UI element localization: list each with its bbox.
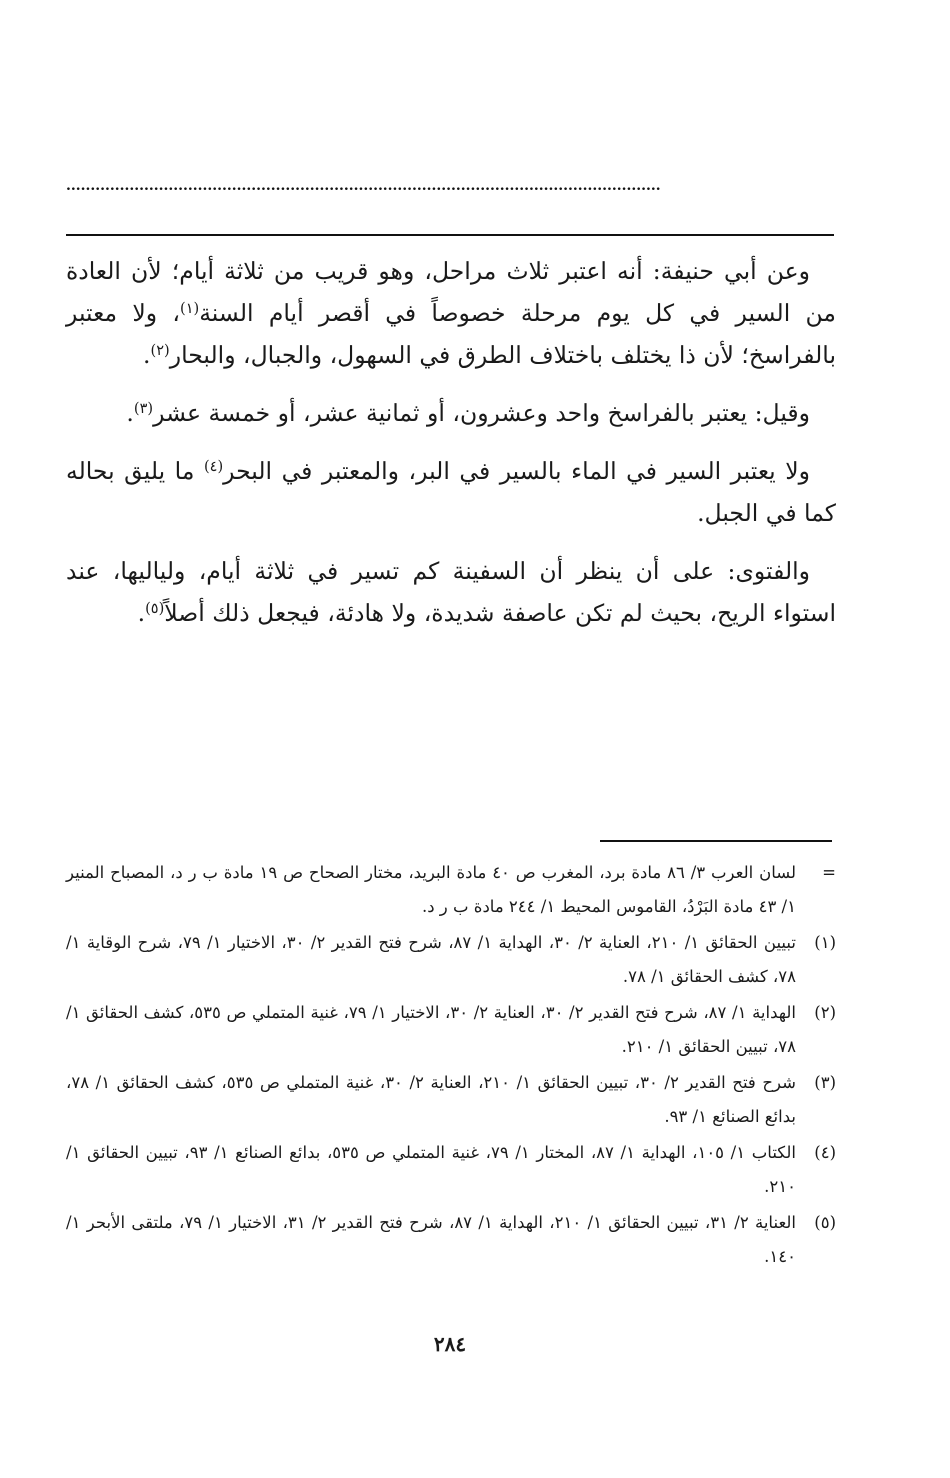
- text-segment: ما يليق بحاله كما في الجبل.: [66, 457, 836, 527]
- footnote-mark: =: [822, 863, 836, 882]
- footnote-ref-3[interactable]: (٣): [133, 400, 154, 417]
- footnote-text: الكتاب ١/ ١٠٥، الهداية ١/ ٨٧، المختار ١/ ٧٩، غنية المتملي ص ٥٣٥، بدائع الصنائع ١/ ٩٣، تبيين الحقائق ١/ ٢١٠.: [66, 1143, 797, 1196]
- text-segment: ، ولا معتبر بالفراسخ؛ لأن ذا يختلف باختلاف الطرق في السهول، والجبال، والبحار: [66, 299, 836, 369]
- footnote-ref-2[interactable]: (٢): [150, 342, 170, 359]
- paragraph-qila: [66, 392, 836, 434]
- footnote-text: شرح فتح القدير ٢/ ٣٠، تبيين الحقائق ١/ ٢١٠، العناية ٢/ ٣٠، غنية المتملي ص ٥٣٥، كشف الحقائق ١/ ٧٨، بدائع الصنائع ١/ ٩٣.: [66, 1073, 796, 1126]
- text-segment: وعن أبي حنيفة: أنه اعتبر ثلاث مراحل، وهو قريب من ثلاثة أيام؛ لأن العادة من السير في كل يوم مرحلة خصوصاً في أقصر أيام السنة: [66, 257, 836, 327]
- footnote-4: [66, 1136, 840, 1204]
- footnote-ref-4[interactable]: (٤): [203, 458, 224, 475]
- footnote-text: لسان العرب ٣/ ٨٦ مادة برد، المغرب ص ٤٠ مادة البريد، مختار الصحاح ص ١٩ مادة ب ر د، المصباح المنير ١/ ٤٣ مادة البَرْدُ، القاموس المحيط ١/ ٢٤٤ مادة ب ر د.: [66, 863, 796, 916]
- paragraph-abu-hanifa: [66, 250, 836, 376]
- footnote-3: [66, 1066, 840, 1134]
- footnote-continuation: [66, 856, 840, 924]
- footnote-text: الهداية ١/ ٨٧، شرح فتح القدير ٢/ ٣٠، العناية ٢/ ٣٠، الاختيار ١/ ٧٩، غنية المتملي ص ٥٣٥، كشف الحقائق ١/ ٧٨، تبيين الحقائق ١/ ٢١٠.: [66, 1003, 796, 1056]
- paragraph-sea: [66, 450, 836, 534]
- text-segment: ولا يعتبر السير في الماء بالسير في البر، والمعتبر في البحر: [223, 457, 810, 485]
- top-rule: [66, 234, 834, 236]
- dotted-separator: ..........................................................................................................................: [66, 178, 661, 194]
- footnote-mark: (٣): [814, 1073, 836, 1092]
- text-segment: وقيل: يعتبر بالفراسخ واحد وعشرون، أو ثمانية عشر، أو خمسة عشر: [153, 399, 810, 427]
- footnote-text: تبيين الحقائق ١/ ٢١٠، العناية ٢/ ٣٠، الهداية ١/ ٨٧، شرح فتح القدير ٢/ ٣٠، الاختيار ١/ ٧٩، شرح الوقاية ١/ ٧٨، كشف الحقائق ١/ ٧٨.: [66, 933, 796, 986]
- footnote-ref-1[interactable]: (١): [180, 300, 200, 317]
- text-segment: .: [137, 599, 146, 627]
- paragraph-fatwa: [66, 550, 836, 634]
- footnote-2: [66, 996, 840, 1064]
- footnote-5: [66, 1206, 840, 1274]
- footnote-mark: (١): [814, 933, 836, 952]
- text-segment: والفتوى: على أن ينظر أن السفينة كم تسير في ثلاثة أيام، ولياليها، عند استواء الريح، بحيث لم تكن عاصفة شديدة، ولا هادئة، فيجعل ذلك أصلاً: [66, 557, 836, 627]
- footnote-1: [66, 926, 840, 994]
- footnote-mark: (٥): [814, 1213, 836, 1232]
- text-segment: .: [126, 399, 134, 427]
- text-segment: .: [143, 341, 151, 369]
- main-text: [66, 250, 836, 650]
- footnote-ref-5[interactable]: (٥): [145, 600, 165, 617]
- footnote-text: العناية ٢/ ٣١، تبيين الحقائق ١/ ٢١٠، الهداية ١/ ٨٧، شرح فتح القدير ٢/ ٣١، الاختيار ١/ ٧٩، ملتقى الأبحر ١/ ١٤٠.: [66, 1213, 797, 1266]
- footnote-mark: (٢): [814, 1003, 836, 1022]
- footnote-mark: (٤): [814, 1143, 836, 1162]
- footnote-rule: [600, 840, 832, 842]
- footnotes: [66, 856, 840, 1276]
- page-number: ٢٨٤: [433, 1332, 467, 1356]
